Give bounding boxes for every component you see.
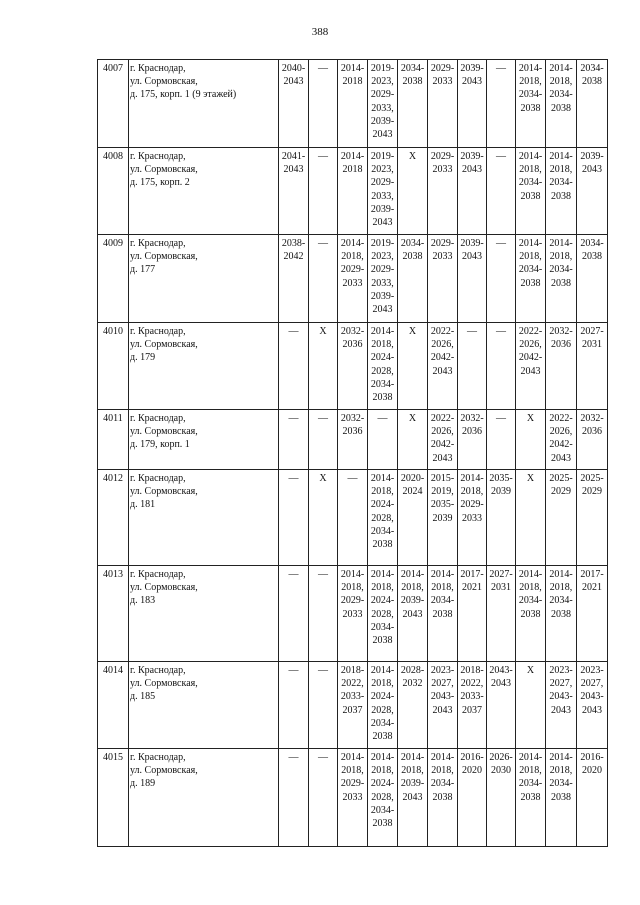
table-row bbox=[98, 148, 608, 235]
address-cell bbox=[129, 323, 279, 410]
schedule-cell: 2027- 2031 bbox=[577, 323, 608, 410]
schedule-cell: 2032- 2036 bbox=[458, 410, 487, 470]
schedule-cell: 2014- 2018, 2034- 2038 bbox=[428, 749, 458, 847]
address-line: ул. Сормовская, bbox=[130, 486, 198, 498]
schedule-cell: — bbox=[309, 235, 338, 323]
schedule-cell: 2039- 2043 bbox=[458, 148, 487, 235]
schedule-cell: 2019- 2023, 2029- 2033, 2039- 2043 bbox=[368, 60, 398, 148]
schedule-cell: — bbox=[309, 662, 338, 749]
schedule-cell: — bbox=[487, 410, 516, 470]
schedule-cell: 2034- 2038 bbox=[398, 60, 428, 148]
schedule-cell: 2032- 2036 bbox=[577, 410, 608, 470]
schedule-cell: 2016- 2020 bbox=[577, 749, 608, 847]
schedule-cell: 2014- 2018, 2024- 2028, 2034- 2038 bbox=[368, 323, 398, 410]
schedule-cell: 2022- 2026, 2042- 2043 bbox=[546, 410, 577, 470]
schedule-cell: 2038- 2042 bbox=[279, 235, 309, 323]
schedule-cell: — bbox=[279, 410, 309, 470]
address-line: ул. Сормовская, bbox=[130, 765, 198, 777]
schedule-cell: 2016- 2020 bbox=[458, 749, 487, 847]
schedule-cell: 2014- 2018 bbox=[338, 148, 368, 235]
schedule-cell: 2039- 2043 bbox=[458, 60, 487, 148]
address-cell bbox=[129, 566, 279, 662]
schedule-cell: 2014- 2018 bbox=[338, 60, 368, 148]
address-line: г. Краснодар, bbox=[130, 473, 186, 484]
schedule-cell: 2043- 2043 bbox=[487, 662, 516, 749]
schedule-cell: — bbox=[368, 410, 398, 470]
schedule-cell: 2014- 2018, 2039- 2043 bbox=[398, 749, 428, 847]
schedule-cell: — bbox=[487, 148, 516, 235]
address-line: г. Краснодар, bbox=[130, 752, 186, 763]
schedule-cell: X bbox=[398, 148, 428, 235]
schedule-cell: 2027- 2031 bbox=[487, 566, 516, 662]
row-number: 4012 bbox=[98, 470, 129, 566]
address-cell bbox=[129, 662, 279, 749]
schedule-cell: — bbox=[279, 566, 309, 662]
schedule-cell: 2028- 2032 bbox=[398, 662, 428, 749]
table-row bbox=[98, 566, 608, 662]
schedule-cell: 2014- 2018, 2034- 2038 bbox=[516, 235, 546, 323]
schedule-cell: X bbox=[309, 470, 338, 566]
schedule-cell: — bbox=[279, 662, 309, 749]
schedule-cell: 2034- 2038 bbox=[577, 235, 608, 323]
address-line: г. Краснодар, bbox=[130, 665, 186, 676]
schedule-cell: 2018- 2022, 2033- 2037 bbox=[458, 662, 487, 749]
schedule-cell: — bbox=[279, 749, 309, 847]
address-cell bbox=[129, 235, 279, 323]
table-row bbox=[98, 662, 608, 749]
address-line: д. 189 bbox=[130, 778, 156, 790]
schedule-cell: X bbox=[309, 323, 338, 410]
schedule-cell: 2014- 2018, 2039- 2043 bbox=[398, 566, 428, 662]
page-number: 388 bbox=[311, 26, 329, 38]
schedule-cell: 2040- 2043 bbox=[279, 60, 309, 148]
row-number: 4015 bbox=[98, 749, 129, 847]
address-cell bbox=[129, 60, 279, 148]
address-line: д. 175, корп. 2 bbox=[130, 177, 190, 189]
schedule-cell: 2014- 2018, 2029- 2033 bbox=[458, 470, 487, 566]
schedule-cell: 2039- 2043 bbox=[577, 148, 608, 235]
schedule-cell: 2014- 2018, 2029- 2033 bbox=[338, 235, 368, 323]
schedule-cell: 2029- 2033 bbox=[428, 235, 458, 323]
address-cell bbox=[129, 470, 279, 566]
schedule-cell: — bbox=[309, 148, 338, 235]
schedule-cell: — bbox=[309, 410, 338, 470]
schedule-cell: X bbox=[516, 662, 546, 749]
row-number: 4007 bbox=[98, 60, 129, 148]
schedule-cell: 2014- 2018, 2024- 2028, 2034- 2038 bbox=[368, 470, 398, 566]
schedule-cell: 2032- 2036 bbox=[338, 410, 368, 470]
schedule-cell: 2026- 2030 bbox=[487, 749, 516, 847]
schedule-cell: 2032- 2036 bbox=[546, 323, 577, 410]
schedule-cell: 2014- 2018, 2034- 2038 bbox=[516, 60, 546, 148]
schedule-cell: 2014- 2018, 2029- 2033 bbox=[338, 566, 368, 662]
table-row bbox=[98, 470, 608, 566]
address-line: ул. Сормовская, bbox=[130, 164, 198, 176]
address-line: ул. Сормовская, bbox=[130, 678, 198, 690]
address-cell bbox=[129, 749, 279, 847]
schedule-cell: 2034- 2038 bbox=[398, 235, 428, 323]
row-number: 4011 bbox=[98, 410, 129, 470]
schedule-cell: — bbox=[309, 566, 338, 662]
schedule-cell: 2014- 2018, 2034- 2038 bbox=[546, 749, 577, 847]
table-row bbox=[98, 235, 608, 323]
schedule-cell: 2019- 2023, 2029- 2033, 2039- 2043 bbox=[368, 235, 398, 323]
schedule-cell: 2022- 2026, 2042- 2043 bbox=[516, 323, 546, 410]
schedule-cell: 2025- 2029 bbox=[577, 470, 608, 566]
table-row bbox=[98, 749, 608, 847]
address-line: д. 185 bbox=[130, 691, 156, 703]
schedule-cell: 2035- 2039 bbox=[487, 470, 516, 566]
schedule-cell: 2014- 2018, 2024- 2028, 2034- 2038 bbox=[368, 662, 398, 749]
schedule-cell: — bbox=[487, 323, 516, 410]
address-line: ул. Сормовская, bbox=[130, 582, 198, 594]
schedule-cell: 2014- 2018, 2034- 2038 bbox=[546, 60, 577, 148]
table-row bbox=[98, 410, 608, 470]
schedule-cell: — bbox=[279, 470, 309, 566]
schedule-cell: X bbox=[398, 410, 428, 470]
row-number: 4009 bbox=[98, 235, 129, 323]
address-line: д. 177 bbox=[130, 264, 156, 276]
address-line: д. 175, корп. 1 (9 этажей) bbox=[130, 89, 237, 101]
schedule-cell: — bbox=[487, 235, 516, 323]
schedule-cell: 2014- 2018, 2034- 2038 bbox=[546, 235, 577, 323]
schedule-cell: — bbox=[487, 60, 516, 148]
address-line: ул. Сормовская, bbox=[130, 426, 198, 438]
address-cell bbox=[129, 410, 279, 470]
address-line: д. 181 bbox=[130, 499, 156, 511]
schedule-cell: 2022- 2026, 2042- 2043 bbox=[428, 410, 458, 470]
schedule-cell: — bbox=[279, 323, 309, 410]
schedule-cell: 2014- 2018, 2034- 2038 bbox=[516, 148, 546, 235]
address-line: г. Краснодар, bbox=[130, 569, 186, 580]
address-line: г. Краснодар, bbox=[130, 326, 186, 337]
address-line: ул. Сормовская, bbox=[130, 339, 198, 351]
address-line: ул. Сормовская, bbox=[130, 76, 198, 88]
table-body bbox=[98, 60, 608, 847]
schedule-cell: 2039- 2043 bbox=[458, 235, 487, 323]
schedule-cell: 2014- 2018, 2034- 2038 bbox=[428, 566, 458, 662]
schedule-cell: — bbox=[458, 323, 487, 410]
schedule-cell: 2014- 2018, 2034- 2038 bbox=[546, 566, 577, 662]
row-number: 4008 bbox=[98, 148, 129, 235]
table-row bbox=[98, 60, 608, 148]
schedule-cell: 2014- 2018, 2034- 2038 bbox=[546, 148, 577, 235]
schedule-cell: 2017- 2021 bbox=[577, 566, 608, 662]
schedule-cell: X bbox=[398, 323, 428, 410]
address-line: г. Краснодар, bbox=[130, 413, 186, 424]
repair-schedule-table bbox=[97, 59, 608, 847]
schedule-cell: — bbox=[309, 60, 338, 148]
schedule-cell: 2023- 2027, 2043- 2043 bbox=[546, 662, 577, 749]
schedule-cell: 2023- 2027, 2043- 2043 bbox=[577, 662, 608, 749]
address-line: д. 183 bbox=[130, 595, 156, 607]
schedule-cell: 2014- 2018, 2029- 2033 bbox=[338, 749, 368, 847]
schedule-cell: X bbox=[516, 410, 546, 470]
schedule-cell: — bbox=[338, 470, 368, 566]
schedule-cell: 2022- 2026, 2042- 2043 bbox=[428, 323, 458, 410]
schedule-cell: 2032- 2036 bbox=[338, 323, 368, 410]
address-line: г. Краснодар, bbox=[130, 238, 186, 249]
schedule-cell: 2034- 2038 bbox=[577, 60, 608, 148]
schedule-cell: 2015- 2019, 2035- 2039 bbox=[428, 470, 458, 566]
address-line: г. Краснодар, bbox=[130, 151, 186, 162]
address-line: г. Краснодар, bbox=[130, 63, 186, 74]
schedule-cell: 2017- 2021 bbox=[458, 566, 487, 662]
schedule-cell: — bbox=[309, 749, 338, 847]
schedule-cell: 2018- 2022, 2033- 2037 bbox=[338, 662, 368, 749]
schedule-cell: 2029- 2033 bbox=[428, 148, 458, 235]
address-line: ул. Сормовская, bbox=[130, 251, 198, 263]
row-number: 4013 bbox=[98, 566, 129, 662]
schedule-cell: 2014- 2018, 2024- 2028, 2034- 2038 bbox=[368, 566, 398, 662]
address-line: д. 179 bbox=[130, 352, 156, 364]
schedule-cell: 2025- 2029 bbox=[546, 470, 577, 566]
schedule-cell: 2029- 2033 bbox=[428, 60, 458, 148]
schedule-cell: X bbox=[516, 470, 546, 566]
table-row bbox=[98, 323, 608, 410]
address-cell bbox=[129, 148, 279, 235]
schedule-cell: 2041- 2043 bbox=[279, 148, 309, 235]
row-number: 4014 bbox=[98, 662, 129, 749]
schedule-cell: 2014- 2018, 2034- 2038 bbox=[516, 566, 546, 662]
schedule-cell: 2019- 2023, 2029- 2033, 2039- 2043 bbox=[368, 148, 398, 235]
schedule-cell: 2020- 2024 bbox=[398, 470, 428, 566]
address-line: д. 179, корп. 1 bbox=[130, 439, 190, 451]
row-number: 4010 bbox=[98, 323, 129, 410]
schedule-cell: 2014- 2018, 2034- 2038 bbox=[516, 749, 546, 847]
schedule-cell: 2023- 2027, 2043- 2043 bbox=[428, 662, 458, 749]
schedule-cell: 2014- 2018, 2024- 2028, 2034- 2038 bbox=[368, 749, 398, 847]
